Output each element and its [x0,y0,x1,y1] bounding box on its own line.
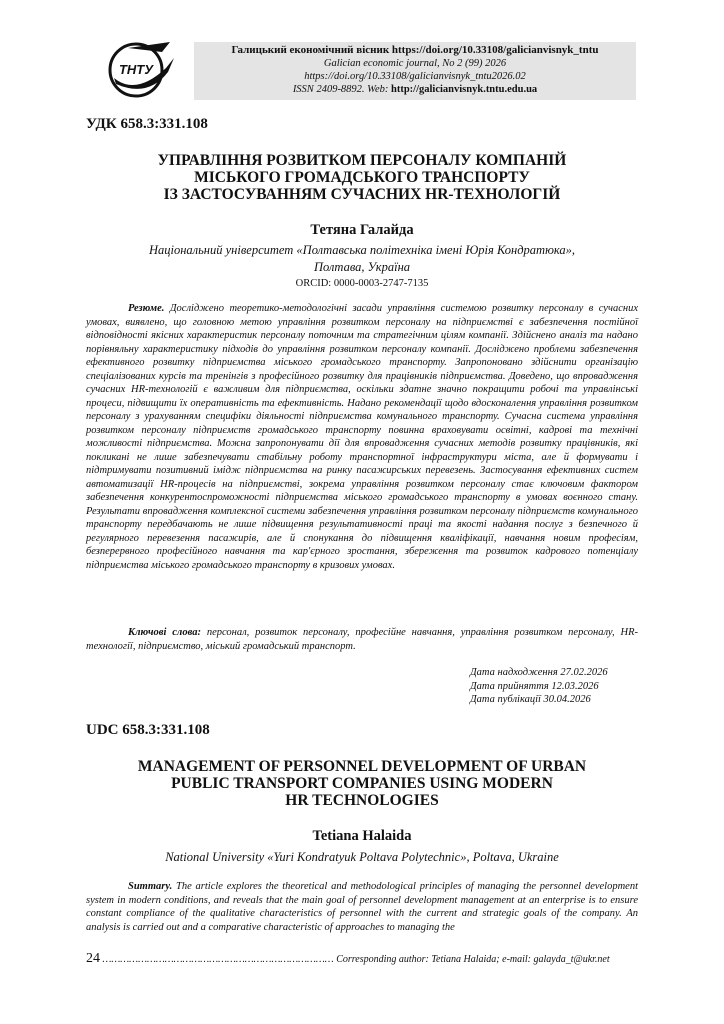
summary-en [86,880,638,934]
page-number: 24 [86,951,100,966]
abstract-label: Резюме. [128,303,165,314]
affiliation-ua [86,242,638,276]
author-en: Tetiana Halaida [312,828,412,844]
title-en-line: PUBLIC TRANSPORT COMPANIES USING MODERN [171,775,553,792]
journal-issn-line [194,83,636,96]
title-ua-line: МІСЬКОГО ГРОМАДСЬКОГО ТРАНСПОРТУ [194,169,530,186]
tntu-logo [108,38,176,102]
summary-label: Summary. [128,881,173,892]
keywords-text: персонал, розвиток персоналу, професійне навчання, управління розвитком персоналу, HR-технології, підприємство, міський громадський транспорт. [86,627,639,652]
orcid: ORCID: 0000-0003-2747-7135 [295,278,429,289]
corresponding-author: Corresponding author: Tetiana Halaida; e-mail: galayda_t@ukr.net [336,954,610,965]
date-published: Дата публікації 30.04.2026 [470,694,591,705]
issn-text: ISSN 2409-8892. Web: [292,84,391,95]
title-ua-line: ІЗ ЗАСТОСУВАННЯМ СУЧАСНИХ HR-ТЕХНОЛОГІЙ [163,186,561,203]
title-ua [86,152,638,203]
journal-issue-line: Galician economic journal, No 2 (99) 2026 [323,58,507,69]
udc-en: UDC 658.3:331.108 [86,722,210,738]
journal-title-line: Галицький економічний вісник https://doi.org/10.33108/galicianvisnyk_tntu [231,44,599,56]
journal-doi-line: https://doi.org/10.33108/galicianvisnyk_tntu2026.02 [304,71,526,82]
abstract-text: Досліджено теоретико-методологічні засади управління системою розвитку персоналу в сучасних умовах, виявлено, що головною метою управління розвитком персоналу на підприємстві є забезпечення постійної відповідності якісних характеристик персоналу поточним та стратегічним цілям компанії. Здійснено аналіз та надано порівняльну характеристику підходів до управління розвитком персоналу компанії. Досліджено проблеми забезпечення ефективного розвитку підприємства міського громадського транспорту. Запропоновано здійснити організацію спеціалізованих курсів та тренінгів з професійного розвитку для працівників підприємства. Доведено, що впровадження сучасних HR-технологій є важливим для підприємства, оскільки здатне значно покращити робочі та управлінські процеси, підвищити їх оперативність та ефективність. Надано рекомендації щодо вдосконалення управління розвитком персоналу з урахуванням специфіки діяльності підприємства комунального транспорту. Сучасна система управління розвитком персоналу підприємств громадського транспорту повинна враховувати освітні, кадрові та технічні можливості підприємства. Можна запропонувати дії для впровадження сучасних методів розвитку працівників, які покликані не лише забезпечувати стабільну роботу транспортної інфраструктури міста, але й формувати і підтримувати позитивний імідж підприємства на ринку пасажирських перевезень. Застосування ефективних систем автоматизації HR-процесів на підприємстві, зокрема управління розвитком персоналу стає ключовим фактором забезпечення конкурентоспроможності підприємства міського громадського транспорту в умовах воєнного стану. Результати впровадження комплексної системи забезпечення управління розвитком персоналу підприємств комунального транспорту передбачають не лише підвищення результативності праці та якості надання послуг з безпечного й регулярного перевезення пасажирів, але й спонукання до підвищення кваліфікації, навчання новим професіям, безперервного професійного навчання та кар'єрного зростання, збереження та розвиток кадрового потенціалу підприємства міського громадського транспорту в кризових умовах. [86,303,638,571]
logo-text: ТНТУ [118,62,154,77]
journal-url-link[interactable]: http://galicianvisnyk.tntu.edu.ua [391,84,538,95]
journal-header [194,42,636,100]
title-en-line: HR TECHNOLOGIES [285,792,439,809]
title-en-line: MANAGEMENT OF PERSONNEL DEVELOPMENT OF URBAN [137,758,587,775]
title-ua-line: УПРАВЛІННЯ РОЗВИТКОМ ПЕРСОНАЛУ КОМПАНІЙ [157,152,567,169]
summary-text: The article explores the theoretical and methodological principles of managing the personnel development system in modern conditions, and reveals that the main goal of personnel development management at an enterprise is to ensure constant compliance of the qualitative characteristics of personnel with the current and strategic goals of the company. An analysis is carried out and a comparative characteristic of approaches to managing the [86,881,638,933]
title-en [86,758,638,809]
keywords-ua [86,626,638,653]
abstract-ua [86,302,638,572]
date-received: Дата надходження 27.02.2026 [470,667,608,678]
article-dates [470,666,608,707]
affiliation-en: National University «Yuri Kondratyuk Poltava Polytechnic», Poltava, Ukraine [165,850,559,864]
date-accepted: Дата прийняття 12.03.2026 [470,680,599,692]
affiliation-ua-line: Національний університет «Полтавська політехніка імені Юрія Кондратюка», [148,243,576,257]
footer-dots: …………………………………………………………………… [102,954,334,965]
udc-ua: УДК 658.3:331.108 [86,116,208,132]
keywords-label: Ключові слова: [128,627,201,638]
author-ua: Тетяна Галайда [310,222,414,238]
affiliation-ua-line: Полтава, Україна [313,260,411,274]
page-footer [86,951,638,967]
